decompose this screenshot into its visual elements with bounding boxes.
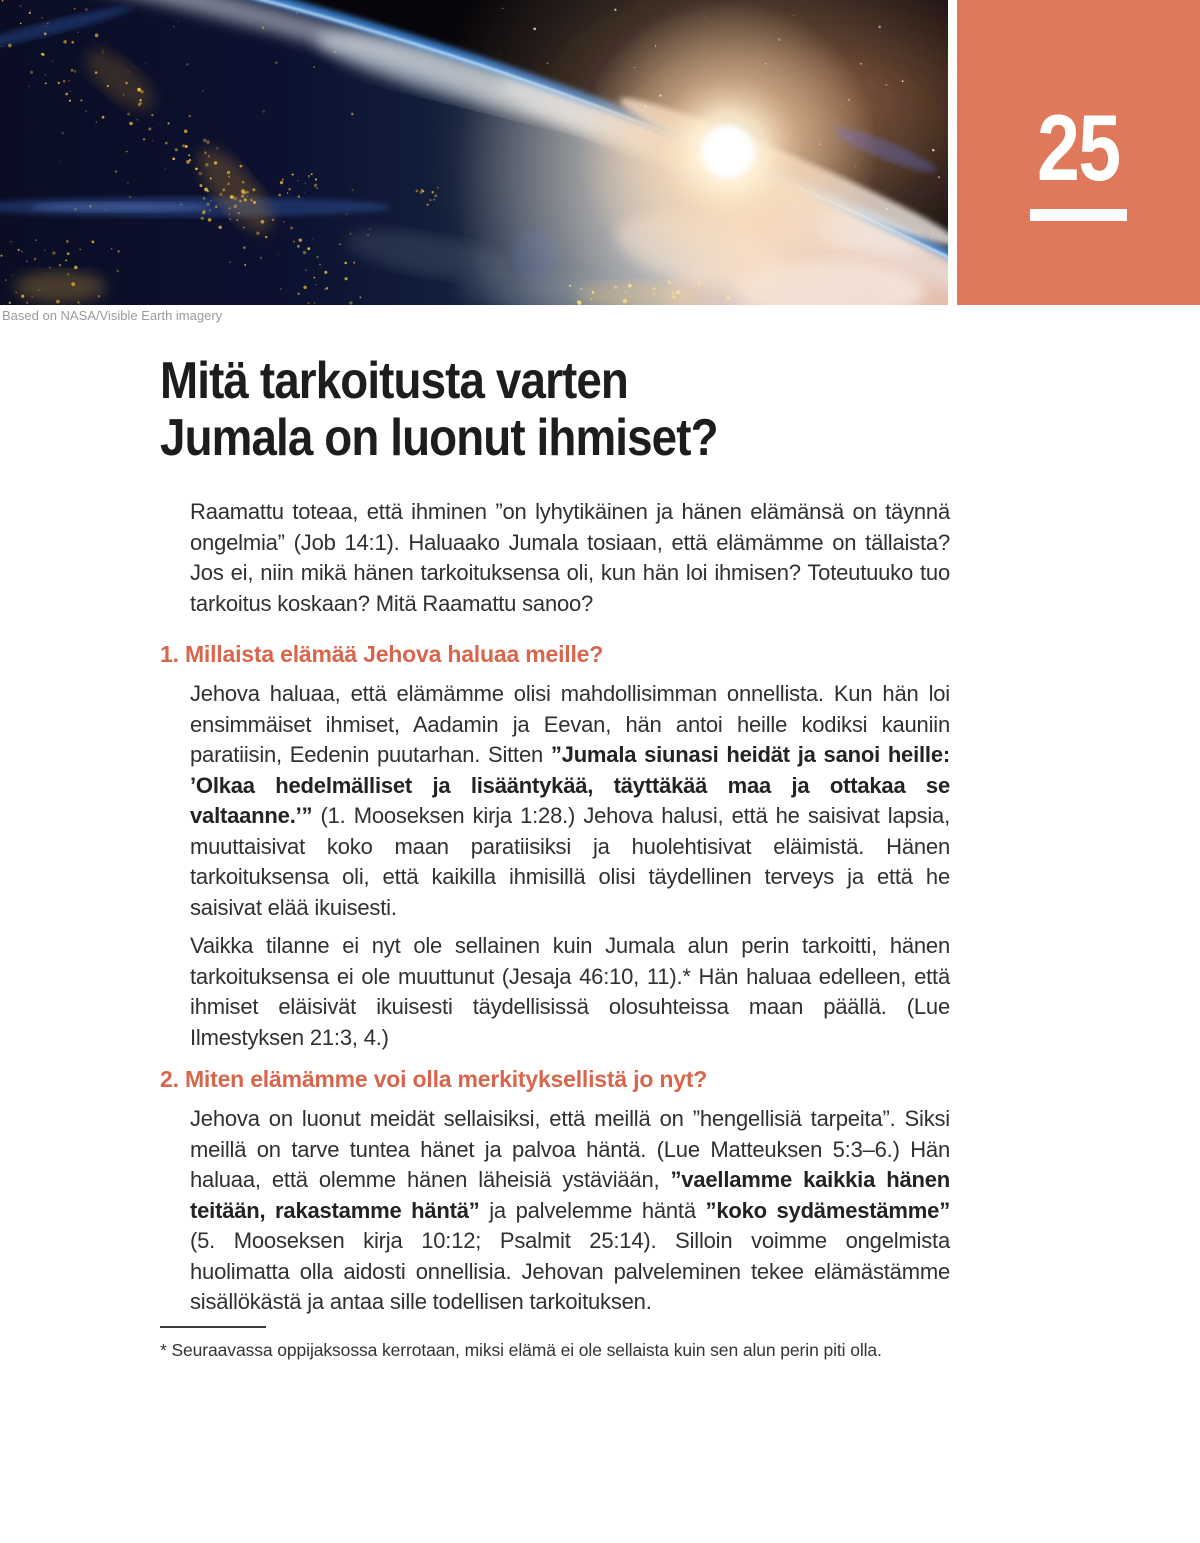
page-title-line-1: Mitä tarkoitusta varten [160, 352, 628, 410]
section-2 [160, 1066, 960, 1318]
lesson-number-group [1028, 94, 1129, 221]
section-1-heading: 1. Millaista elämää Jehova haluaa meille? [160, 641, 604, 667]
section-1-paragraph-2: Vaikka tilanne ei nyt ole sellainen kuin Jumala alun perin tarkoitti, hänen tarkoituksensa ei ole muuttunut (Jesaja 46:10, 11).* Hän haluaa edelleen, että ihmiset eläisivät ikuisesti täydellisissä olosuhteissa maan päällä. (Lue Ilmestyksen 21:3, 4.) [190, 933, 950, 1050]
lesson-number-underline [1030, 209, 1127, 221]
lesson-number-badge [957, 0, 1200, 305]
lesson-number: 25 [1037, 94, 1120, 200]
intro-paragraph: Raamattu toteaa, että ihminen ”on lyhytikäinen ja hänen elämänsä on täynnä ongelmia” (Job 14:1). Haluaako Jumala tosiaan, että elämämme on tällaista? Jos ei, niin mikä hänen tarkoituksensa oli, kun hän loi ihmisen? Toteutuuko tuo tarkoitus koskaan? Mitä Raamattu sanoo? [190, 499, 950, 616]
section-1 [160, 641, 960, 1053]
hero-header [0, 0, 1200, 305]
image-credit: Based on NASA/Visible Earth imagery [2, 308, 223, 323]
footnote: * Seuraavassa oppijaksossa kerrotaan, miksi elämä ei ole sellaista kuin sen alun perin piti olla. [160, 1339, 882, 1360]
page-title-line-2: Jumala on luonut ihmiset? [160, 409, 718, 467]
section-1-paragraph-1: Jehova haluaa, että elämämme olisi mahdollisimman onnellista. Kun hän loi ensimmäiset ihmiset, Aadamin ja Eevan, hän antoi heille kodiksi kauniin paratiisin, Eedenin puutarhan. Sitten ”Jumala siunasi heidät ja sanoi heille: ’Olkaa hedelmälliset ja lisääntykää, täyttäkää maa ja ottakaa se valtaanne.’” (1. Mooseksen kirja 1:28.) Jehova halusi, että he saisivat lapsia, muuttaisivat koko maan paratiisiksi ja huolehtisivat eläimistä. Hänen tarkoituksensa oli, että kaikilla ihmisillä olisi täydellinen terveys ja että he saisivat elää ikuisesti. [190, 681, 950, 920]
page-title [160, 353, 960, 467]
earth-photo [0, 0, 948, 305]
lesson-content [160, 353, 960, 1361]
earth-photo-art [0, 0, 948, 305]
footnote-separator [160, 1326, 266, 1328]
section-2-paragraph-1: Jehova on luonut meidät sellaisiksi, että meillä on ”hengellisiä tarpeita”. Siksi meillä on tarve tuntea hänet ja palvoa häntä. (Lue Matteuksen 5:3–6.) Hän haluaa, että olemme hänen läheisiä ystäviään, ”vaellamme kaikkia hänen teitään, rakastamme häntä” ja palvelemme häntä ”koko sydämestämme” (5. Mooseksen kirja 10:12; Psalmit 25:14). Silloin voimme ongelmista huolimatta olla aidosti onnellisia. Jehovan palveleminen tekee elämästämme sisällökästä ja antaa sille todellisen tarkoituksen. [190, 1106, 950, 1314]
section-2-heading: 2. Miten elämämme voi olla merkityksellistä jo nyt? [160, 1066, 708, 1092]
